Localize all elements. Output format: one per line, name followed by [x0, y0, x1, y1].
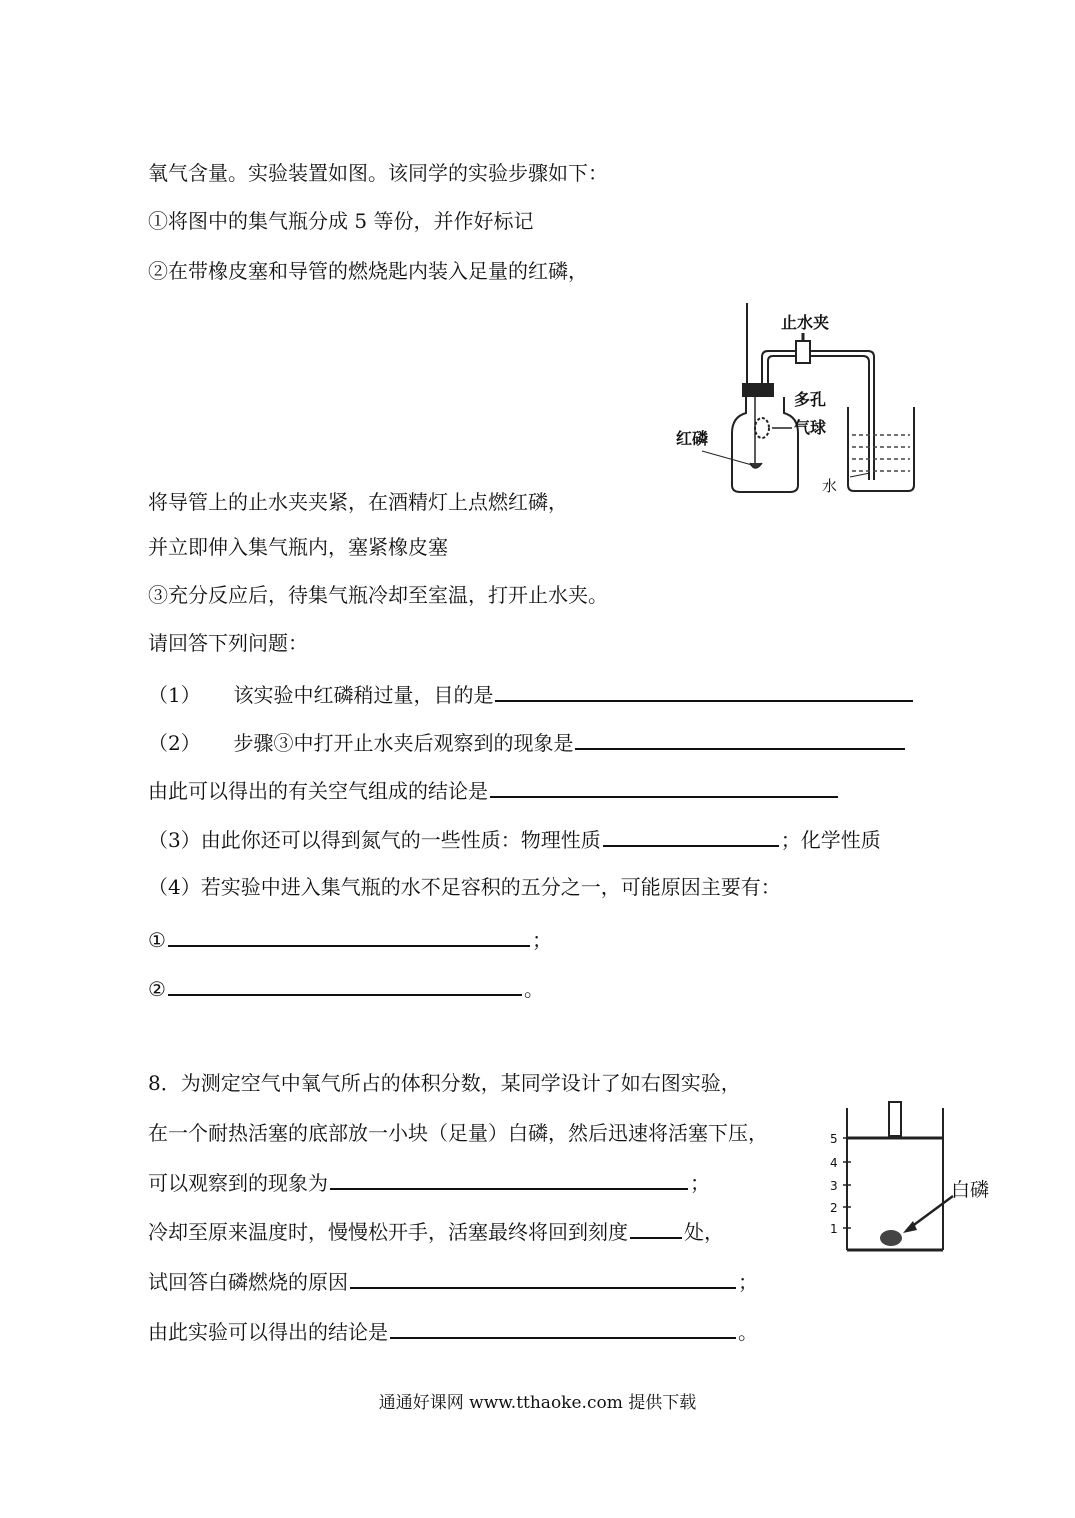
question-text: 由此实验可以得出的结论是 [148, 1320, 388, 1344]
question-2b [148, 776, 840, 804]
label-red-phosphorus: 红磷 [676, 429, 709, 448]
question-3 [148, 825, 881, 853]
question-2 [148, 728, 907, 756]
question-number: （2） [148, 731, 201, 755]
question-8-line: 在一个耐热活塞的底部放一小块（足量）白磷，然后迅速将活塞下压， [148, 1121, 768, 1145]
punctuation: ； [690, 1171, 710, 1195]
text-line: 将导管上的止水夹夹紧，在酒精灯上点燃红磷， [148, 490, 568, 514]
label-clip: 止水夹 [781, 313, 830, 332]
question-number: （1） [148, 683, 201, 707]
question-text: 步骤③中打开止水夹后观察到的现象是 [233, 731, 574, 755]
question-8-line: 8．为测定空气中氧气所占的体积分数，某同学设计了如右图实验， [148, 1071, 741, 1095]
answer-blank[interactable] [168, 974, 522, 996]
text-line: ②在带橡皮塞和导管的燃烧匙内装入足量的红磷， [148, 259, 588, 283]
label-balloon-1: 多孔 [794, 390, 827, 409]
question-text: 试回答白磷燃烧的原因 [148, 1270, 348, 1294]
answer-blank[interactable] [603, 825, 779, 847]
question-text: 化学性质 [800, 828, 881, 852]
phosphorus-blob [880, 1230, 902, 1246]
question-text: 该实验中红磷稍过量，目的是 [233, 683, 494, 707]
scale-tick-5: 5 [830, 1132, 838, 1146]
text-line: ③充分反应后，待集气瓶冷却至室温，打开止水夹。 [148, 583, 608, 607]
answer-blank[interactable] [330, 1168, 688, 1190]
answer-blank[interactable] [630, 1217, 682, 1239]
question-4: （4）若实验中进入集气瓶的水不足容积的五分之一，可能原因主要有： [148, 875, 781, 899]
punctuation: ； [531, 928, 552, 952]
question-8-line [148, 1317, 758, 1345]
punctuation: ； [738, 1270, 758, 1294]
scale-tick-3: 3 [830, 1179, 838, 1193]
scale-tick-1: 1 [830, 1222, 838, 1236]
reason-2 [148, 974, 544, 1002]
text-line: ①将图中的集气瓶分成 5 等份，并作好标记 [148, 209, 534, 233]
text-line: 请回答下列问题： [148, 631, 308, 655]
question-text: 处， [684, 1220, 724, 1244]
question-text: （3）由此你还可以得到氮气的一些性质：物理性质 [148, 828, 601, 852]
circled-number: ② [148, 977, 166, 1001]
answer-blank[interactable] [168, 925, 530, 947]
answer-blank[interactable] [350, 1267, 736, 1289]
reason-1 [148, 925, 552, 953]
question-1 [148, 680, 915, 708]
question-8-line [148, 1217, 724, 1245]
answer-blank[interactable] [490, 776, 838, 798]
answer-blank[interactable] [390, 1317, 736, 1339]
scale-tick-2: 2 [830, 1201, 838, 1215]
answer-blank[interactable] [575, 728, 905, 750]
answer-blank[interactable] [495, 680, 913, 702]
label-water: 水 [822, 477, 838, 495]
question-text: 由此可以得出的有关空气组成的结论是 [148, 779, 488, 803]
apparatus-figure [670, 295, 925, 500]
piston-figure [825, 1100, 1005, 1258]
scale-tick-4: 4 [830, 1156, 838, 1170]
page-footer: 通通好课网 www.tthaoke.com 提供下载 [378, 1393, 697, 1413]
question-text: 冷却至原来温度时，慢慢松开手，活塞最终将回到刻度 [148, 1220, 628, 1244]
punctuation: 。 [738, 1320, 758, 1344]
question-8-line [148, 1267, 758, 1295]
question-text: 可以观察到的现象为 [148, 1171, 328, 1195]
punctuation: 。 [523, 977, 544, 1001]
question-8-line [148, 1168, 710, 1196]
label-white-phosphorus: 白磷 [951, 1179, 990, 1201]
text-line: 并立即伸入集气瓶内，塞紧橡皮塞 [148, 535, 448, 559]
text-line: 氧气含量。实验装置如图。该同学的实验步骤如下： [148, 161, 608, 185]
circled-number: ① [148, 928, 166, 952]
label-balloon-2: 气球 [794, 418, 827, 437]
separator: ； [780, 828, 801, 852]
